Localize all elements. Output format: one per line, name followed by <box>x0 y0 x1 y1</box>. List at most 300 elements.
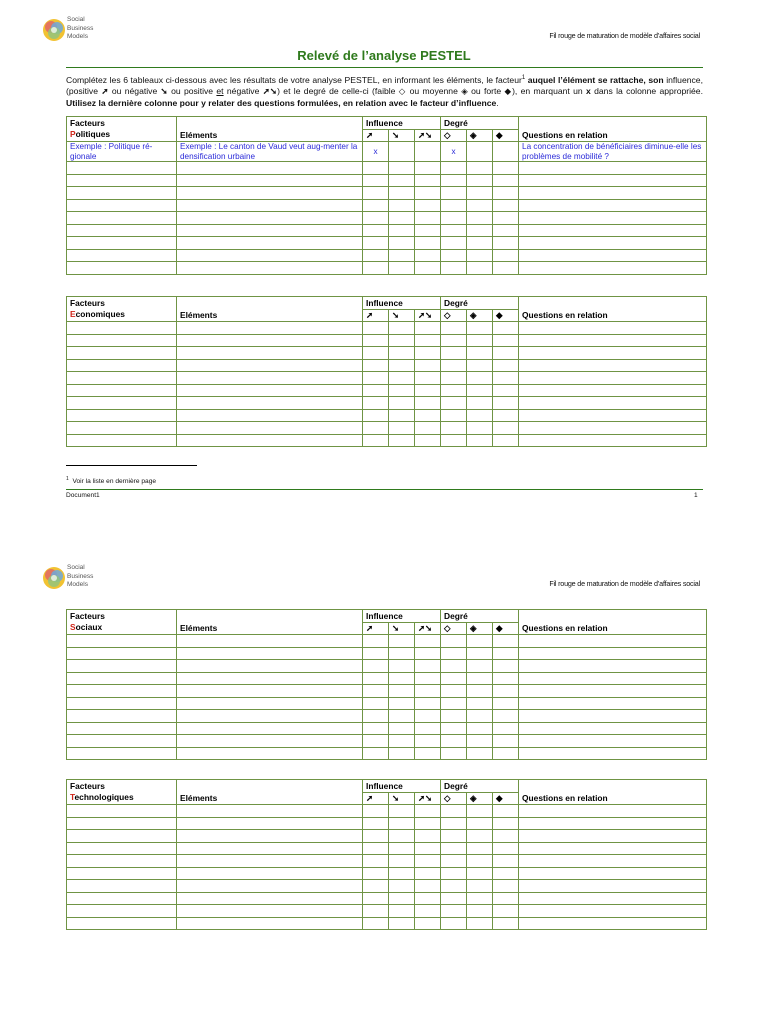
table-cell[interactable] <box>415 672 441 685</box>
table-cell[interactable] <box>177 880 363 893</box>
table-cell[interactable] <box>389 917 415 930</box>
table-cell[interactable] <box>493 334 519 347</box>
table-cell[interactable] <box>441 672 467 685</box>
table-cell[interactable] <box>415 212 441 225</box>
table-cell[interactable] <box>363 830 389 843</box>
table-cell[interactable] <box>415 660 441 673</box>
table-cell[interactable] <box>415 397 441 410</box>
table-cell[interactable] <box>363 397 389 410</box>
table-cell[interactable] <box>177 199 363 212</box>
table-cell[interactable] <box>363 372 389 385</box>
table-cell[interactable] <box>67 867 177 880</box>
table-cell[interactable] <box>67 262 177 275</box>
table-cell[interactable] <box>441 660 467 673</box>
table-cell[interactable] <box>493 880 519 893</box>
table-cell[interactable] <box>467 212 493 225</box>
table-cell[interactable] <box>519 212 707 225</box>
table-cell[interactable] <box>441 805 467 818</box>
table-cell[interactable] <box>415 817 441 830</box>
table-cell[interactable] <box>363 262 389 275</box>
table-cell[interactable] <box>467 359 493 372</box>
table-cell[interactable] <box>389 830 415 843</box>
table-cell[interactable] <box>519 187 707 200</box>
table-cell[interactable] <box>67 735 177 748</box>
table-cell[interactable] <box>67 697 177 710</box>
table-cell[interactable] <box>177 397 363 410</box>
table-cell[interactable] <box>177 647 363 660</box>
table-cell[interactable] <box>363 672 389 685</box>
table-cell[interactable] <box>441 187 467 200</box>
table-cell[interactable] <box>389 855 415 868</box>
table-cell[interactable] <box>67 660 177 673</box>
table-cell[interactable] <box>441 162 467 175</box>
table-cell[interactable] <box>363 174 389 187</box>
table-cell[interactable] <box>467 262 493 275</box>
table-cell[interactable] <box>177 842 363 855</box>
table-cell[interactable] <box>177 212 363 225</box>
table-cell[interactable] <box>493 174 519 187</box>
table-cell[interactable] <box>389 635 415 648</box>
table-cell[interactable] <box>441 635 467 648</box>
table-cell[interactable] <box>389 672 415 685</box>
table-cell[interactable] <box>389 199 415 212</box>
table-cell[interactable] <box>467 162 493 175</box>
table-cell[interactable] <box>467 710 493 723</box>
table-cell[interactable] <box>493 917 519 930</box>
table-cell[interactable] <box>493 359 519 372</box>
table-cell[interactable] <box>67 805 177 818</box>
table-cell[interactable] <box>389 262 415 275</box>
table-cell[interactable] <box>389 892 415 905</box>
table-cell[interactable] <box>519 434 707 447</box>
table-cell[interactable] <box>519 162 707 175</box>
table-cell[interactable] <box>441 372 467 385</box>
table-cell[interactable] <box>415 855 441 868</box>
table-cell[interactable] <box>363 359 389 372</box>
table-cell[interactable] <box>67 322 177 335</box>
table-cell[interactable] <box>177 434 363 447</box>
table-cell[interactable] <box>67 892 177 905</box>
table-cell[interactable] <box>415 142 441 162</box>
table-cell[interactable] <box>441 422 467 435</box>
table-cell[interactable] <box>493 672 519 685</box>
table-cell[interactable] <box>493 647 519 660</box>
table-cell[interactable] <box>519 710 707 723</box>
table-cell[interactable] <box>177 409 363 422</box>
table-cell[interactable] <box>177 805 363 818</box>
table-cell[interactable] <box>177 237 363 250</box>
table-cell[interactable] <box>467 647 493 660</box>
table-cell[interactable] <box>415 422 441 435</box>
table-cell[interactable] <box>177 905 363 918</box>
table-cell[interactable] <box>467 422 493 435</box>
table-cell[interactable] <box>415 697 441 710</box>
table-cell[interactable] <box>389 372 415 385</box>
table-cell[interactable] <box>363 347 389 360</box>
table-cell[interactable] <box>519 334 707 347</box>
table-cell[interactable] <box>67 830 177 843</box>
table-cell[interactable] <box>467 685 493 698</box>
table-cell[interactable] <box>415 735 441 748</box>
table-cell[interactable] <box>441 262 467 275</box>
table-cell[interactable] <box>467 697 493 710</box>
table-cell[interactable] <box>363 842 389 855</box>
table-cell[interactable] <box>441 409 467 422</box>
table-cell[interactable] <box>389 817 415 830</box>
table-cell[interactable] <box>415 685 441 698</box>
table-cell[interactable] <box>389 722 415 735</box>
table-cell[interactable] <box>363 660 389 673</box>
table-cell[interactable] <box>177 892 363 905</box>
table-cell[interactable] <box>467 142 493 162</box>
table-cell[interactable] <box>493 187 519 200</box>
table-cell[interactable] <box>67 917 177 930</box>
table-cell[interactable] <box>519 830 707 843</box>
table-cell[interactable] <box>415 199 441 212</box>
table-cell[interactable] <box>415 372 441 385</box>
table-cell[interactable] <box>389 422 415 435</box>
table-cell[interactable] <box>389 905 415 918</box>
table-cell[interactable] <box>519 697 707 710</box>
table-cell[interactable] <box>389 697 415 710</box>
table-cell[interactable] <box>389 384 415 397</box>
table-cell[interactable] <box>415 162 441 175</box>
table-cell[interactable] <box>177 162 363 175</box>
table-cell[interactable] <box>389 224 415 237</box>
table-cell[interactable] <box>67 187 177 200</box>
table-cell[interactable] <box>67 237 177 250</box>
table-cell[interactable] <box>493 817 519 830</box>
table-cell[interactable] <box>519 249 707 262</box>
table-cell[interactable] <box>493 249 519 262</box>
table-cell[interactable] <box>389 322 415 335</box>
table-cell[interactable] <box>67 409 177 422</box>
table-cell[interactable] <box>519 842 707 855</box>
table-cell[interactable] <box>467 409 493 422</box>
table-cell[interactable] <box>441 892 467 905</box>
table-cell[interactable] <box>493 842 519 855</box>
table-cell[interactable] <box>177 747 363 760</box>
table-cell[interactable] <box>493 322 519 335</box>
table-cell[interactable] <box>441 174 467 187</box>
table-cell[interactable] <box>467 842 493 855</box>
table-cell[interactable] <box>467 187 493 200</box>
table-cell[interactable] <box>441 722 467 735</box>
table-cell[interactable] <box>441 212 467 225</box>
table-cell[interactable] <box>493 735 519 748</box>
table-cell[interactable] <box>177 855 363 868</box>
table-cell[interactable] <box>493 892 519 905</box>
table-cell[interactable] <box>441 735 467 748</box>
table-cell[interactable] <box>441 867 467 880</box>
table-cell[interactable] <box>467 660 493 673</box>
table-cell[interactable] <box>493 722 519 735</box>
table-cell[interactable] <box>415 224 441 237</box>
table-cell[interactable] <box>441 249 467 262</box>
table-cell[interactable] <box>67 224 177 237</box>
table-cell[interactable] <box>177 422 363 435</box>
table-cell[interactable] <box>177 635 363 648</box>
table-cell[interactable] <box>493 710 519 723</box>
table-cell[interactable] <box>389 409 415 422</box>
table-cell[interactable] <box>467 867 493 880</box>
table-cell[interactable] <box>67 880 177 893</box>
table-cell[interactable] <box>467 635 493 648</box>
table-cell[interactable] <box>519 347 707 360</box>
table-cell[interactable] <box>363 710 389 723</box>
table-cell[interactable] <box>363 334 389 347</box>
table-cell[interactable] <box>363 880 389 893</box>
table-cell[interactable] <box>467 905 493 918</box>
table-cell[interactable] <box>493 635 519 648</box>
table-cell[interactable] <box>177 685 363 698</box>
table-cell[interactable] <box>467 249 493 262</box>
table-cell[interactable] <box>177 722 363 735</box>
table-cell[interactable] <box>467 722 493 735</box>
table-cell[interactable] <box>467 747 493 760</box>
table-cell[interactable] <box>493 434 519 447</box>
table-cell[interactable] <box>67 842 177 855</box>
table-cell[interactable] <box>519 905 707 918</box>
table-cell[interactable] <box>467 434 493 447</box>
table-cell[interactable] <box>519 224 707 237</box>
table-cell[interactable] <box>67 334 177 347</box>
table-cell[interactable] <box>363 722 389 735</box>
table-cell[interactable] <box>363 237 389 250</box>
table-cell[interactable] <box>363 867 389 880</box>
table-cell[interactable] <box>389 347 415 360</box>
table-cell[interactable] <box>389 174 415 187</box>
table-cell[interactable] <box>177 697 363 710</box>
table-cell[interactable] <box>177 672 363 685</box>
table-cell[interactable] <box>519 855 707 868</box>
table-cell[interactable] <box>519 747 707 760</box>
table-cell[interactable] <box>493 162 519 175</box>
table-cell[interactable] <box>493 142 519 162</box>
table-cell[interactable] <box>415 384 441 397</box>
table-cell[interactable] <box>519 322 707 335</box>
table-cell[interactable] <box>389 647 415 660</box>
table-cell[interactable] <box>67 249 177 262</box>
table-cell[interactable] <box>177 660 363 673</box>
table-cell[interactable] <box>389 212 415 225</box>
table-cell[interactable] <box>493 199 519 212</box>
table-cell[interactable] <box>519 892 707 905</box>
table-cell[interactable] <box>363 384 389 397</box>
table-cell[interactable] <box>363 187 389 200</box>
table-cell[interactable] <box>467 384 493 397</box>
table-cell[interactable] <box>177 174 363 187</box>
table-cell[interactable] <box>441 384 467 397</box>
table-cell[interactable] <box>389 187 415 200</box>
table-cell[interactable] <box>363 434 389 447</box>
table-cell[interactable] <box>67 372 177 385</box>
table-cell[interactable] <box>415 747 441 760</box>
table-cell[interactable] <box>493 747 519 760</box>
table-cell[interactable] <box>67 174 177 187</box>
table-cell[interactable] <box>415 917 441 930</box>
table-cell[interactable] <box>415 635 441 648</box>
table-cell[interactable] <box>441 347 467 360</box>
table-cell[interactable] <box>363 224 389 237</box>
table-cell[interactable] <box>415 409 441 422</box>
table-cell[interactable] <box>67 635 177 648</box>
table-cell[interactable] <box>363 817 389 830</box>
table-cell[interactable] <box>519 805 707 818</box>
table-cell[interactable] <box>519 647 707 660</box>
table-cell[interactable] <box>519 262 707 275</box>
table-cell[interactable] <box>467 735 493 748</box>
table-cell[interactable] <box>415 434 441 447</box>
table-cell[interactable] <box>415 322 441 335</box>
table-cell[interactable] <box>177 384 363 397</box>
table-cell[interactable] <box>519 817 707 830</box>
table-cell[interactable] <box>389 685 415 698</box>
table-cell[interactable] <box>177 867 363 880</box>
table-cell[interactable] <box>67 647 177 660</box>
table-cell[interactable] <box>363 685 389 698</box>
table-cell[interactable] <box>519 660 707 673</box>
table-cell[interactable] <box>493 397 519 410</box>
table-cell[interactable] <box>415 805 441 818</box>
table-cell[interactable] <box>177 249 363 262</box>
table-cell[interactable] <box>519 372 707 385</box>
table-cell[interactable] <box>389 162 415 175</box>
table-cell[interactable] <box>441 697 467 710</box>
table-cell[interactable] <box>415 174 441 187</box>
table-cell[interactable] <box>363 917 389 930</box>
table-cell[interactable] <box>493 685 519 698</box>
table-cell[interactable] <box>493 805 519 818</box>
table-cell[interactable] <box>415 647 441 660</box>
table-cell[interactable] <box>389 397 415 410</box>
table-cell[interactable] <box>363 635 389 648</box>
table-cell[interactable] <box>493 660 519 673</box>
table-cell[interactable] <box>389 359 415 372</box>
table-cell[interactable] <box>467 855 493 868</box>
table-cell[interactable] <box>389 334 415 347</box>
table-cell[interactable] <box>467 322 493 335</box>
table-cell[interactable] <box>441 199 467 212</box>
table-cell[interactable] <box>519 880 707 893</box>
table-cell[interactable] <box>441 237 467 250</box>
table-cell[interactable] <box>519 635 707 648</box>
table-cell[interactable] <box>519 722 707 735</box>
table-cell[interactable] <box>467 372 493 385</box>
table-cell[interactable] <box>67 212 177 225</box>
table-cell[interactable] <box>467 347 493 360</box>
table-cell[interactable] <box>389 867 415 880</box>
table-cell[interactable] <box>363 735 389 748</box>
table-cell[interactable] <box>441 685 467 698</box>
table-cell[interactable] <box>415 842 441 855</box>
table-cell[interactable] <box>415 237 441 250</box>
table-cell[interactable] <box>467 917 493 930</box>
table-cell[interactable] <box>415 262 441 275</box>
table-cell[interactable] <box>177 187 363 200</box>
table-cell[interactable] <box>177 224 363 237</box>
table-cell[interactable] <box>441 747 467 760</box>
table-cell[interactable] <box>519 359 707 372</box>
table-cell[interactable] <box>67 422 177 435</box>
table-cell[interactable] <box>441 830 467 843</box>
table-cell[interactable] <box>493 409 519 422</box>
table-cell[interactable] <box>67 384 177 397</box>
table-cell[interactable] <box>519 409 707 422</box>
table-cell[interactable] <box>415 347 441 360</box>
table-cell[interactable] <box>519 685 707 698</box>
table-cell[interactable] <box>177 735 363 748</box>
table-cell[interactable] <box>441 334 467 347</box>
table-cell[interactable] <box>67 905 177 918</box>
table-cell[interactable] <box>415 359 441 372</box>
table-cell[interactable] <box>493 347 519 360</box>
table-cell[interactable] <box>363 199 389 212</box>
table-cell[interactable] <box>67 162 177 175</box>
table-cell[interactable] <box>67 397 177 410</box>
table-cell[interactable] <box>493 384 519 397</box>
table-cell[interactable] <box>519 237 707 250</box>
table-cell[interactable] <box>177 710 363 723</box>
table-cell[interactable] <box>519 199 707 212</box>
table-cell[interactable] <box>67 855 177 868</box>
table-cell[interactable] <box>363 805 389 818</box>
table-cell[interactable] <box>389 842 415 855</box>
table-cell[interactable] <box>363 697 389 710</box>
table-cell[interactable] <box>441 434 467 447</box>
table-cell[interactable] <box>389 747 415 760</box>
table-cell[interactable] <box>467 672 493 685</box>
table-cell[interactable] <box>67 672 177 685</box>
table-cell[interactable] <box>467 892 493 905</box>
table-cell[interactable] <box>415 722 441 735</box>
table-cell[interactable] <box>389 249 415 262</box>
table-cell[interactable] <box>67 347 177 360</box>
table-cell[interactable] <box>177 817 363 830</box>
table-cell[interactable] <box>441 880 467 893</box>
table-cell[interactable] <box>441 710 467 723</box>
table-cell[interactable] <box>467 880 493 893</box>
table-cell[interactable] <box>363 647 389 660</box>
table-cell[interactable] <box>415 830 441 843</box>
table-cell[interactable] <box>415 892 441 905</box>
table-cell[interactable] <box>67 710 177 723</box>
table-cell[interactable] <box>441 359 467 372</box>
table-cell[interactable] <box>519 917 707 930</box>
table-cell[interactable] <box>467 805 493 818</box>
table-cell[interactable] <box>363 855 389 868</box>
table-cell[interactable] <box>441 397 467 410</box>
table-cell[interactable] <box>177 262 363 275</box>
table-cell[interactable] <box>363 422 389 435</box>
table-cell[interactable] <box>363 249 389 262</box>
table-cell[interactable] <box>467 397 493 410</box>
table-cell[interactable] <box>493 867 519 880</box>
table-cell[interactable] <box>519 397 707 410</box>
table-cell[interactable] <box>415 867 441 880</box>
table-cell[interactable] <box>177 359 363 372</box>
table-cell[interactable] <box>519 422 707 435</box>
table-cell[interactable] <box>493 372 519 385</box>
table-cell[interactable] <box>363 892 389 905</box>
table-cell[interactable] <box>389 660 415 673</box>
table-cell[interactable] <box>493 262 519 275</box>
table-cell[interactable] <box>389 434 415 447</box>
table-cell[interactable] <box>67 722 177 735</box>
table-cell[interactable] <box>363 905 389 918</box>
table-cell[interactable] <box>493 855 519 868</box>
table-cell[interactable] <box>177 334 363 347</box>
